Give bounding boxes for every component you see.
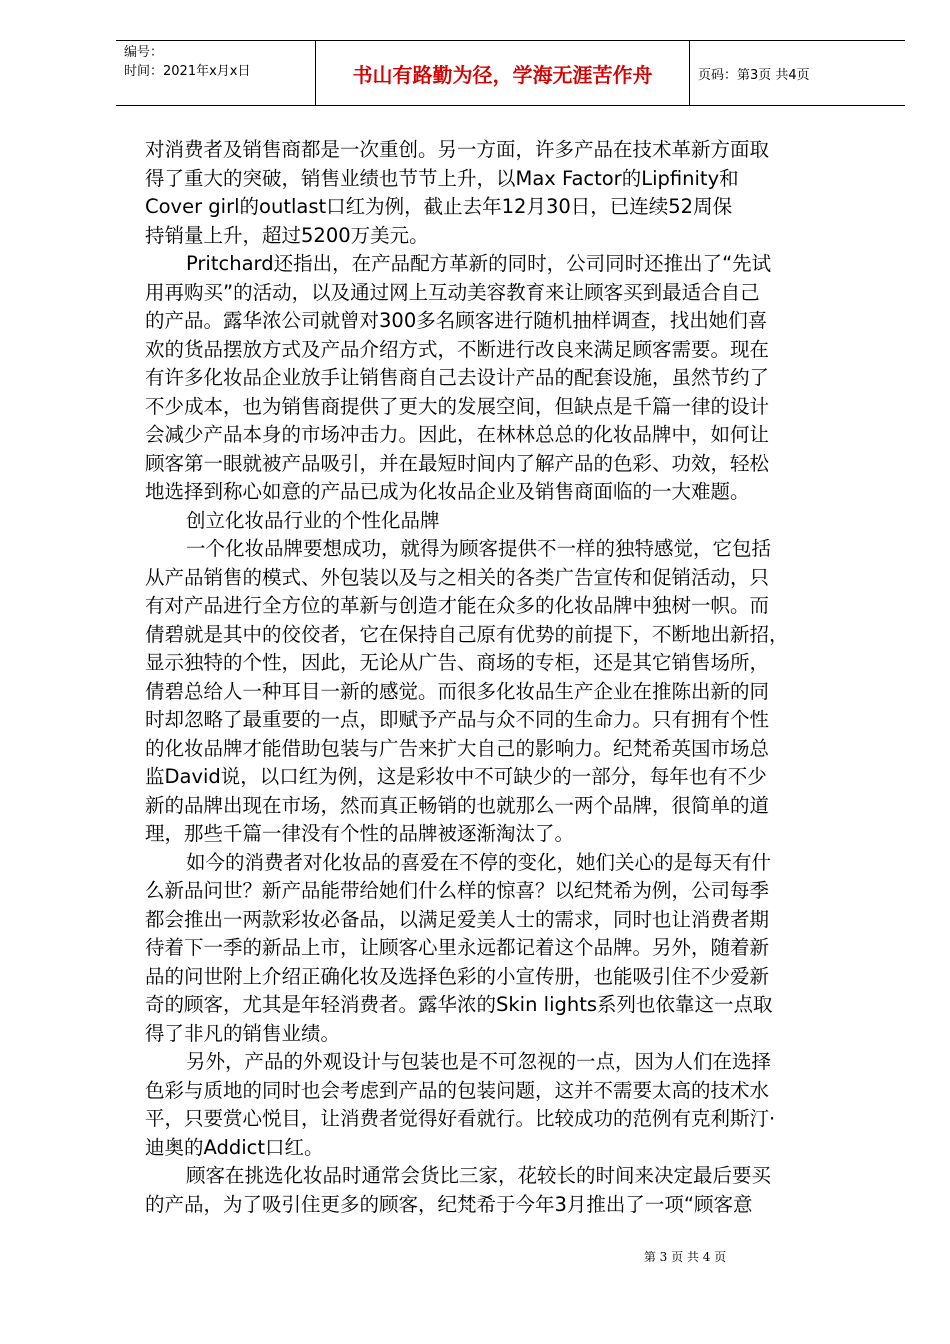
text-line: 么新品问世？新产品能带给她们什么样的惊喜？以纪梵希为例，公司每季 — [145, 879, 770, 902]
text-line: 如今的消费者对化妆品的喜爱在不停的变化，她们关心的是每天有什 — [186, 850, 772, 874]
text-line: 的产品。露华浓公司就曾对300多名顾客进行随机抽样调查，找出她们喜 — [145, 309, 768, 332]
text-line: 理，那些千篇一律没有个性的品牌被逐渐淘汰了。 — [145, 822, 575, 845]
text-line: 倩碧总给人一种耳目一新的感觉。而很多化妆品生产企业在推陈出新的同 — [145, 679, 770, 703]
text-line: 顾客在挑选化妆品时通常会货比三家，花较长的时间来决定最后要买 — [186, 1164, 772, 1187]
document-body — [145, 136, 885, 1219]
text-line: Pritchard还指出，在产品配方革新的同时，公司同时还推出了“先试 — [186, 252, 772, 275]
text-line: Cover girl的outlast口红为例，截止去年12月30日，已连续52周保 — [145, 195, 733, 218]
text-line: 对消费者及销售商都是一次重创。另一方面，许多产品在技术革新方面取 — [145, 138, 770, 161]
text-line: 有许多化妆品企业放手让销售商自己去设计产品的配套设施，虽然节约了 — [145, 366, 770, 389]
text-line: 顾客第一眼就被产品吸引，并在最短时间内了解产品的色彩、功效，轻松 — [145, 451, 770, 475]
text-line: 品的问世附上介绍正确化妆及选择色彩的小宣传册，也能吸引住不少爱新 — [145, 964, 770, 988]
text-line: 时却忽略了最重要的一点，即赋予产品与众不同的生命力。只有拥有个性 — [145, 708, 770, 731]
text-line: 一个化妆品牌要想成功，就得为顾客提供不一样的独特感觉，它包括 — [186, 537, 772, 560]
header-page-label: 页码：第3页 共4页 — [698, 67, 810, 83]
text-line: 用再购买”的活动，以及通过网上互动美容教育来让顾客买到最适合自己 — [145, 280, 760, 304]
text-line: 的产品，为了吸引住更多的顾客，纪梵希于今年3月推出了一项“顾客意 — [145, 1192, 753, 1216]
text-line: 待着下一季的新品上市，让顾客心里永远都记着这个品牌。另外，随着新 — [145, 936, 770, 959]
text-line: 不少成本，也为销售商提供了更大的发展空间，但缺点是千篇一律的设计 — [145, 394, 770, 418]
page-footer: 第 3 页 共 4 页 — [643, 1250, 727, 1264]
number-label: 编号： — [124, 45, 164, 60]
text-line: 都会推出一两款彩妆必备品，以满足爱美人士的需求，同时也让消费者期 — [145, 907, 770, 931]
text-line: 得了非凡的销售业绩。 — [145, 1021, 341, 1045]
text-line: 显示独特的个性，因此，无论从广告、商场的专柜，还是其它销售场所， — [145, 651, 770, 674]
text-line: 欢的货品摆放方式及产品介绍方式，不断进行改良来满足顾客需要。现在 — [145, 337, 770, 361]
text-line: 得了重大的突破，销售业绩也节节上升，以Max Factor的Lipfinity和 — [145, 166, 739, 190]
text-line: 监David说，以口红为例，这是彩妆中不可缺少的一部分，每年也有不少 — [145, 765, 767, 788]
text-line: 奇的顾客，尤其是年轻消费者。露华浓的Skin lights系列也依靠这一点取 — [145, 993, 773, 1016]
section-heading: 创立化妆品行业的个性化品牌 — [186, 508, 440, 532]
text-line: 从产品销售的模式、外包装以及与之相关的各类广告宣传和促销活动，只 — [145, 565, 770, 589]
text-line: 有对产品进行全方位的革新与创造才能在众多的化妆品牌中独树一帜。而 — [145, 594, 770, 617]
text-line: 会减少产品本身的市场冲击力。因此，在林林总总的化妆品牌中，如何让 — [145, 423, 770, 446]
text-line: 另外，产品的外观设计与包装也是不可忽视的一点，因为人们在选择 — [186, 1050, 772, 1073]
text-line: 地选择到称心如意的产品已成为化妆品企业及销售商面临的一大难题。 — [145, 480, 750, 503]
text-line: 平，只要赏心悦目，让消费者觉得好看就行。比较成功的范例有克利斯汀· — [145, 1107, 776, 1130]
text-line: 色彩与质地的同时也会考虑到产品的包装问题，这并不需要太高的技术水 — [145, 1078, 770, 1102]
text-line: 持销量上升，超过5200万美元。 — [145, 223, 429, 247]
page-header — [116, 40, 905, 106]
header-meta — [116, 41, 316, 105]
text-line: 迪奥的Addict口红。 — [145, 1135, 324, 1159]
text-line: 倩碧就是其中的佼佼者，它在保持自己原有优势的前提下，不断地出新招， — [145, 622, 789, 646]
time-label: 时间：2021年x月x日 — [124, 64, 251, 79]
text-line: 的化妆品牌才能借助包装与广告来扩大自己的影响力。纪梵希英国市场总 — [145, 736, 770, 760]
text-line: 新的品牌出现在市场，然而真正畅销的也就那么一两个品牌，很简单的道 — [145, 793, 770, 817]
header-motto: 书山有路勤为径，学海无涯苦作舟 — [316, 41, 690, 105]
